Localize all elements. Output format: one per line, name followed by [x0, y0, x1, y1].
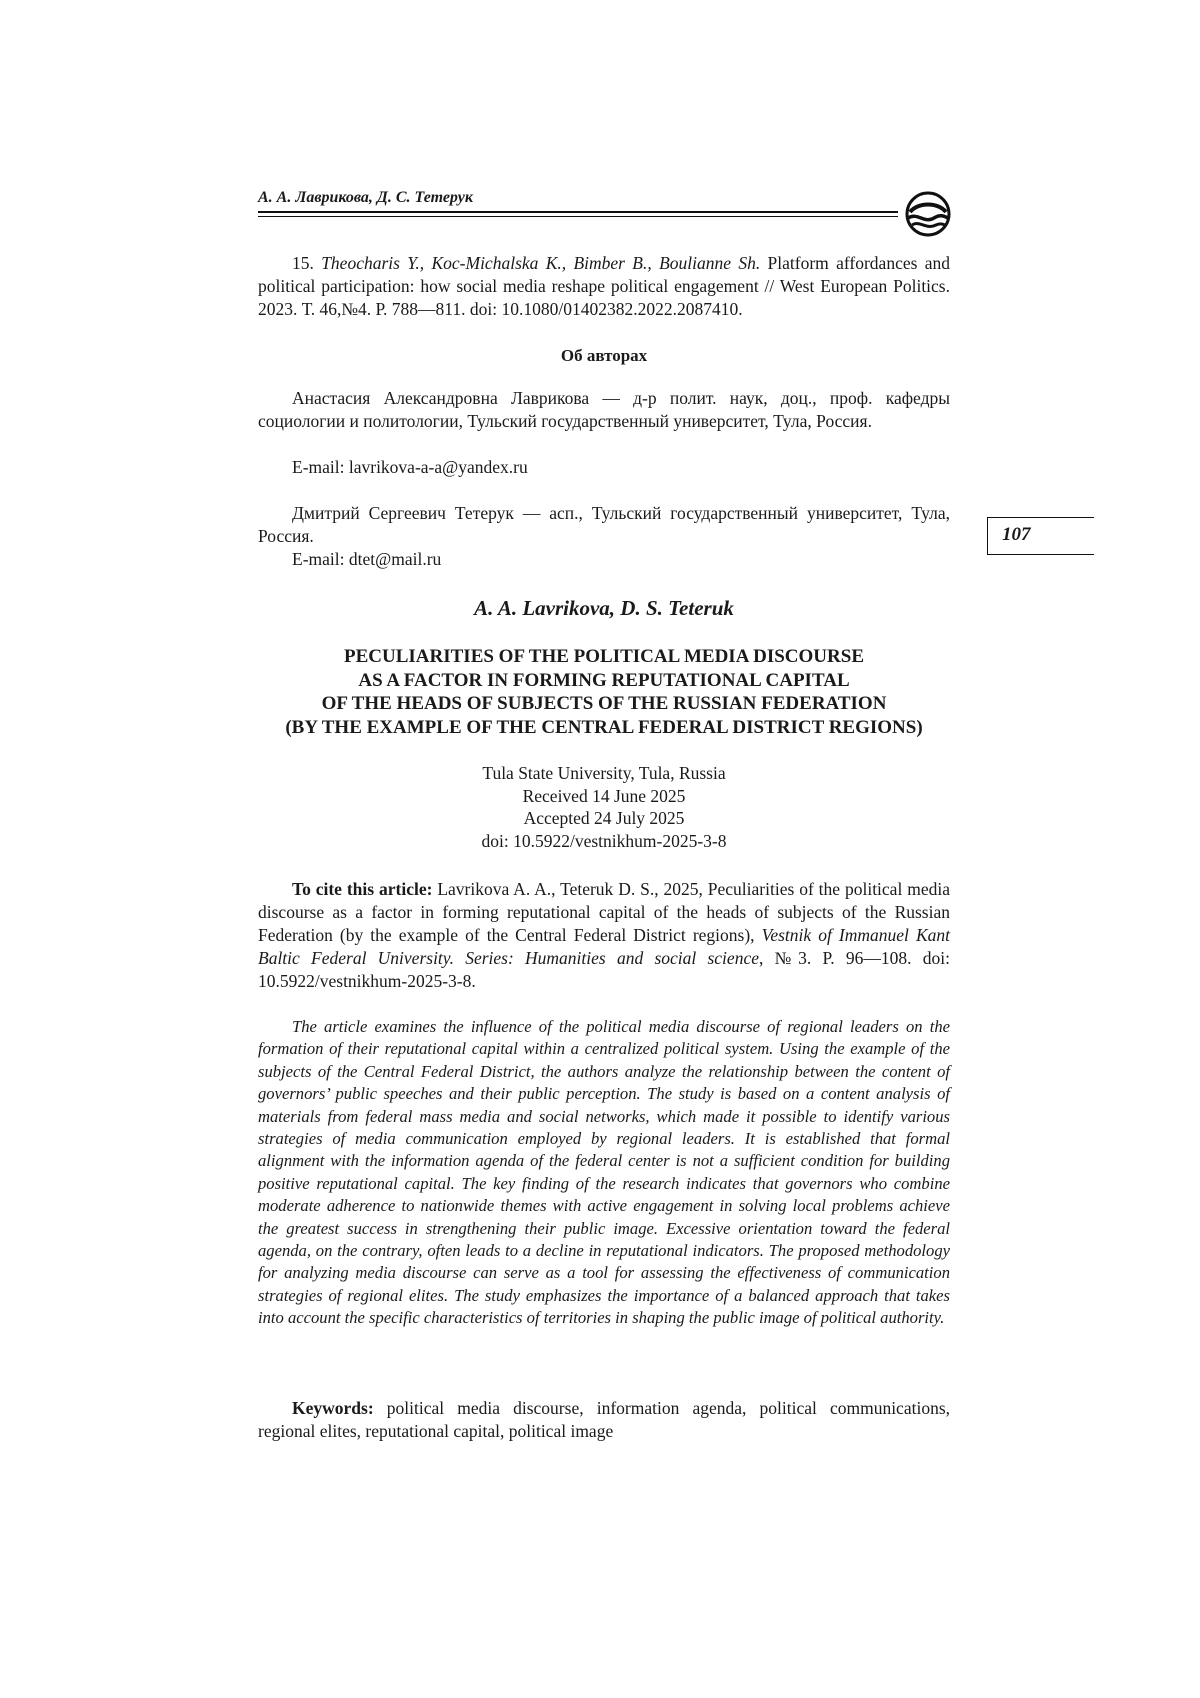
- reference-number: 15.: [292, 253, 314, 273]
- citation-tail: , №3. P. 96—108. doi: 10.5922/vestnikhum-2025-3-8.: [258, 948, 951, 991]
- citation-text: Lavrikova A. A., Teteruk D. S., 2025, Peculiarities of the political media discourse as a factor in forming reputational capital of the heads of subjects of the Russian Federation (by the example of the Central Federal District regions),: [258, 879, 950, 945]
- reference-authors: Theocharis Y., Koc-Michalska K., Bimber B., Boulianne Sh.: [321, 253, 761, 273]
- doi: doi: 10.5922/vestnikhum-2025-3-8: [481, 830, 727, 851]
- reference-item: [258, 252, 950, 321]
- header-rule-thick: [258, 211, 898, 213]
- english-authors: A. A. Lavrikova, D. S. Teteruk: [474, 596, 734, 620]
- affiliation: Tula State University, Tula, Russia: [482, 763, 726, 783]
- page-number-box: [987, 517, 1094, 555]
- citation: [258, 878, 950, 993]
- title-line: AS A FACTOR IN FORMING REPUTATIONAL CAPITAL: [358, 669, 850, 691]
- title-line: PECULIARITIES OF THE POLITICAL MEDIA DISCOURSE: [344, 646, 864, 667]
- title-line: OF THE HEADS OF SUBJECTS OF THE RUSSIAN FEDERATION: [321, 693, 887, 714]
- keywords-text: political media discourse, information agenda, political communications, regional elites, reputational capital, political image: [258, 1398, 951, 1441]
- author2-bio: Дмитрий Сергеевич Тетерук — асп., Тульский государственный университет, Тула, Россия.: [258, 503, 950, 546]
- citation-journal: Vestnik of Immanuel Kant Baltic Federal University. Series: Humanities and social science: [258, 925, 950, 968]
- reference-text: Platform affordances and political participation: how social media reshape political engagement // West European Politics. 2023. Т. 46,№4. Р. 788—811. doi: 10.1080/01402382.2022.2087410.: [258, 253, 951, 319]
- keywords: [258, 1397, 950, 1443]
- received-date: Received 14 June 2025: [522, 785, 686, 806]
- accepted-date: Accepted 24 July 2025: [523, 808, 685, 828]
- running-header-authors: А. А. Лаврикова, Д. С. Тетерук: [258, 189, 473, 206]
- abstract: The article examines the influence of the political media discourse of regional leaders on the formation of their reputational capital within a centralized political system. Using the example of the subjects of the Central Federal District, the authors analyze the relationship between the content of governors’ public speeches and their public perception. The study is based on a content analysis of materials from federal mass media and social networks, which made it possible to identify various strategies of media communication employed by regional leaders. It is established that formal alignment with the information agenda of the federal center is not a sufficient condition for building positive reputational capital. The key finding of the research indicates that governors who combine moderate adherence to nationwide themes with active engagement in solving local problems achieve the greatest success in strengthening their public image. Excessive orientation toward the federal agenda, on the contrary, often leads to a decline in reputational indicators. The proposed methodology for analyzing media discourse can serve as a tool for assessing the effectiveness of communication strategies of regional elites. The study emphasizes the importance of a balanced approach that takes into account the specific characteristics of territories in shaping the public image of political authority.: [258, 1017, 950, 1328]
- header-rule-thin: [258, 216, 898, 217]
- article-meta: [258, 762, 950, 852]
- article-title: [258, 645, 950, 739]
- title-line: (BY THE EXAMPLE OF THE CENTRAL FEDERAL DISTRICT REGIONS): [285, 716, 923, 738]
- author1-bio: Анастасия Александровна Лаврикова — д-р полит. наук, доц., проф. кафедры социологии и политологии, Тульский государственный университет, Тула, Россия.: [258, 388, 950, 431]
- citation-label: To cite this article:: [292, 879, 433, 899]
- page-number: 107: [1002, 524, 1031, 545]
- author2-email: E-mail: dtet@mail.ru: [292, 549, 442, 569]
- author1-email: E-mail: lavrikova-a-a@yandex.ru: [292, 457, 528, 477]
- journal-logo-icon: [904, 190, 952, 238]
- about-authors-heading: Об авторах: [560, 346, 648, 365]
- keywords-label: Keywords:: [292, 1398, 374, 1418]
